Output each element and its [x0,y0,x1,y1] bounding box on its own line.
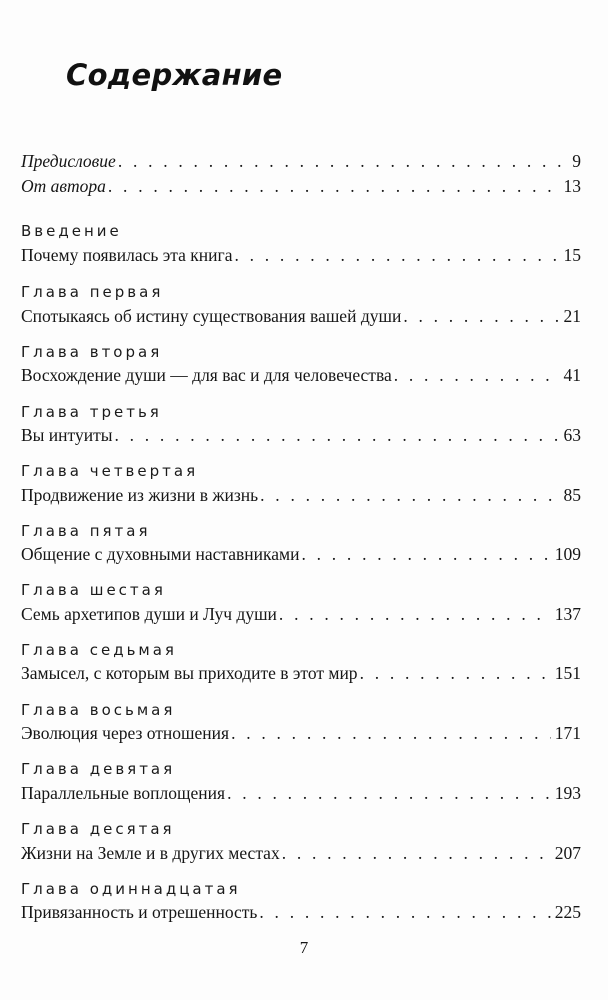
chapter-label: Глава седьмая [21,641,177,659]
dot-leader [279,603,551,625]
dot-leader [282,842,551,864]
entry-title: Привязанность и отрешенность [21,902,258,922]
toc-entry [21,722,581,744]
dot-leader [301,543,550,565]
dot-leader [259,901,550,923]
entry-title: Эволюция через отношения [21,723,230,743]
dot-leader [260,484,559,506]
entry-title: Вы интуиты [21,425,113,445]
page-number: 63 [563,425,581,445]
entry-title: Общение с духовными наставниками [21,544,300,564]
entry-title: Параллельные воплощения [21,783,226,803]
dot-leader [360,662,551,684]
toc-entry [21,662,581,684]
toc-entry-preface [21,150,581,172]
dot-leader [403,305,559,327]
entry-title: Продвижение из жизни в жизнь [21,485,259,505]
chapter-label: Глава девятая [21,760,176,778]
page-number: 85 [563,485,581,505]
toc-entry [21,244,581,266]
page-number: 21 [563,306,581,326]
page-number: 13 [563,176,581,196]
dot-leader [114,424,559,446]
page-number: 171 [554,723,581,743]
page-number: 151 [554,663,581,683]
dot-leader [108,175,560,197]
toc-entry [21,543,581,565]
toc-entry [21,424,581,446]
page-number: 109 [554,544,581,564]
dot-leader [234,244,559,266]
chapter-label: Глава четвертая [21,462,199,480]
chapter-label: Глава первая [21,283,164,301]
entry-title: Жизни на Земле и в других местах [21,843,280,863]
page-folio: 7 [299,938,309,957]
dot-leader [231,722,551,744]
toc-entry-from-author [21,175,581,197]
chapter-label: Глава вторая [21,343,163,361]
toc-entry [21,901,581,923]
chapter-label: Глава одиннадцатая [21,880,241,898]
chapter-label: Глава третья [21,403,162,421]
page-number: 9 [572,151,581,171]
entry-title: Предисловие [21,151,116,171]
entry-title: Почему появилась эта книга [21,245,233,265]
entry-title: Семь архетипов души и Луч души [21,604,277,624]
toc-entry [21,603,581,625]
page-number: 137 [554,604,581,624]
toc-entry [21,364,581,386]
toc-entry [21,305,581,327]
dot-leader [118,150,568,172]
entry-title: Спотыкаясь об истину существования вашей души [21,306,402,326]
chapter-label: Глава восьмая [21,701,176,719]
page-title: Содержание [66,58,283,92]
dot-leader [394,364,560,386]
chapter-label: Глава десятая [21,820,175,838]
page-number: 207 [554,843,581,863]
toc-entry [21,782,581,804]
entry-title: Замысел, с которым вы приходите в этот мир [21,663,358,683]
page-number: 193 [554,783,581,803]
toc-entry [21,484,581,506]
dot-leader [227,782,551,804]
chapter-label: Глава пятая [21,522,151,540]
chapter-label: Глава шестая [21,581,166,599]
page-number: 225 [554,902,581,922]
toc-entry [21,842,581,864]
entry-title: Восхождение души — для вас и для человечества [21,365,392,385]
section-label: Введение [21,222,122,240]
page-number: 15 [563,245,581,265]
page-number: 41 [563,365,581,385]
entry-title: От автора [21,176,106,196]
